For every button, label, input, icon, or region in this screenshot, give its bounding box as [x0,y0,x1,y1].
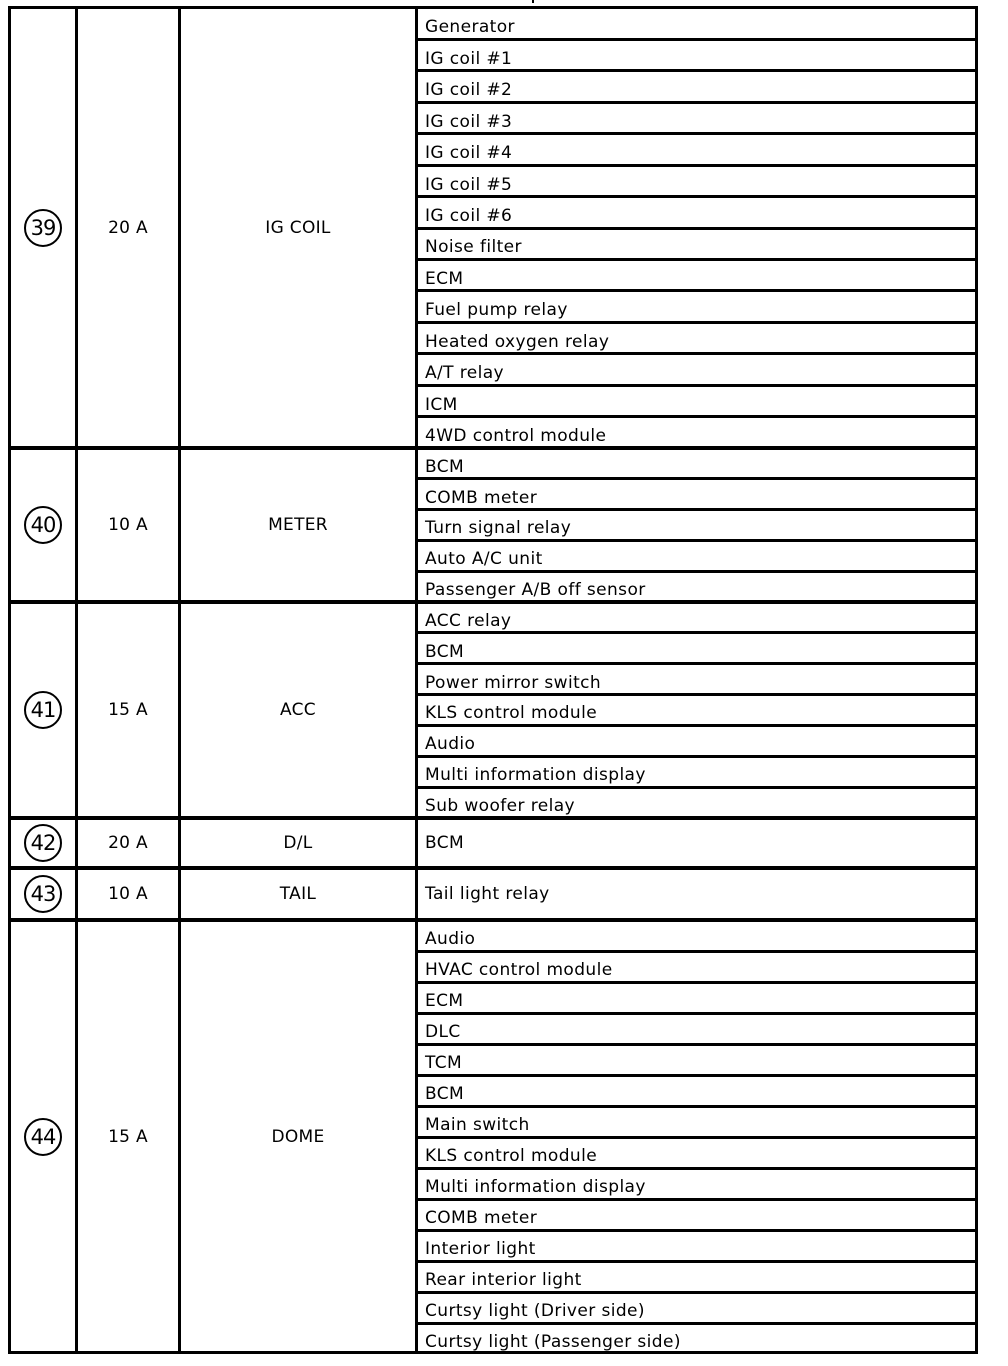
component-item: Passenger A/B off sensor [425,579,646,600]
component-item: IG coil #1 [425,48,513,69]
component-item: ECM [425,991,464,1011]
component-item: ICM [425,394,458,415]
fuse-number-badge: 39 [24,209,62,247]
component-divider [418,38,978,41]
component-divider [418,101,978,104]
component-divider [418,132,978,135]
component-item: Turn signal relay [425,518,572,539]
fuse-number-badge: 43 [24,875,62,913]
component-item: IG coil #2 [425,80,513,101]
component-divider [418,786,978,789]
fuse-name: DOME [271,1127,325,1147]
component-divider [418,539,978,542]
component-divider [418,1198,978,1201]
component-divider [418,662,978,665]
fuse-number-cell [11,818,75,868]
component-item: Fuel pump relay [425,300,568,321]
component-divider [418,724,978,727]
component-item: Curtsy light (Driver side) [425,1301,645,1321]
component-item: ECM [425,268,464,289]
component-item: Multi information display [425,1177,646,1197]
component-item: Heated oxygen relay [425,331,610,352]
component-divider [418,981,978,984]
component-divider [418,384,978,387]
component-item: Auto A/C unit [425,549,543,570]
component-item: Curtsy light (Passenger side) [425,1332,681,1352]
fuse-number-cell [11,602,75,818]
component-item: Sub woofer relay [425,795,575,816]
fuse-number-badge: 44 [24,1118,62,1156]
component-item: IG coil #3 [425,111,513,132]
component-item: BCM [425,456,465,477]
fuse-amperage: 10 A [108,884,148,904]
component-divider [418,321,978,324]
component-item: Generator [425,17,515,38]
component-item: Noise filter [425,237,522,258]
fuse-number-badge: 41 [24,691,62,729]
fuse-name: METER [268,515,328,535]
component-divider [418,289,978,292]
component-divider [418,1136,978,1139]
fuse-name: D/L [283,833,313,853]
component-divider [418,1291,978,1294]
component-divider [418,1105,978,1108]
component-divider [418,508,978,511]
component-divider [418,570,978,573]
component-item: IG coil #5 [425,174,513,195]
component-divider [418,415,978,418]
component-divider [418,755,978,758]
fuse-number-cell [11,920,75,1354]
fuse-name: TAIL [279,884,317,904]
fuse-name: IG COIL [265,218,331,238]
component-item: A/T relay [425,363,505,384]
component-divider [418,1322,978,1325]
component-item: Multi information display [425,765,646,786]
component-item: Tail light relay [425,884,550,904]
component-item: Audio [425,929,476,949]
fuse-amperage: 15 A [108,1127,148,1147]
fuse-amperage: 20 A [108,218,148,238]
component-divider [418,164,978,167]
component-item: DLC [425,1022,461,1042]
fuse-name: ACC [280,700,316,720]
component-item: KLS control module [425,703,598,724]
component-item: Power mirror switch [425,672,602,693]
component-divider [418,352,978,355]
fuse-number-cell [11,8,75,448]
component-item: Main switch [425,1115,530,1135]
component-item: BCM [425,833,465,853]
fuse-number-cell [11,868,75,920]
component-divider [418,1167,978,1170]
component-item: BCM [425,1084,465,1104]
component-divider [418,631,978,634]
fuse-number-badge: 40 [24,506,62,544]
component-item: COMB meter [425,487,538,508]
fuse-amperage: 15 A [108,700,148,720]
component-item: 4WD control module [425,425,607,446]
component-divider [418,1043,978,1046]
component-item: Interior light [425,1239,536,1259]
component-item: BCM [425,641,465,662]
component-divider [418,950,978,953]
fuse-amperage: 20 A [108,833,148,853]
component-divider [418,1260,978,1263]
fuse-number-cell [11,448,75,602]
fuse-number-badge: 42 [24,824,62,862]
component-divider [418,477,978,480]
component-divider [418,227,978,230]
component-item: HVAC control module [425,960,613,980]
component-divider [418,1012,978,1015]
component-item: IG coil #4 [425,143,513,164]
component-item: TCM [425,1053,463,1073]
component-item: KLS control module [425,1146,598,1166]
component-divider [418,195,978,198]
component-item: COMB meter [425,1208,538,1228]
component-item: IG coil #6 [425,205,513,226]
component-divider [418,258,978,261]
component-item: ACC relay [425,610,512,631]
component-divider [418,693,978,696]
component-divider [418,1229,978,1232]
component-divider [418,69,978,72]
component-divider [418,1074,978,1077]
component-item: Rear interior light [425,1270,582,1290]
component-item: Audio [425,734,476,755]
top-mark [532,0,534,3]
fuse-amperage: 10 A [108,515,148,535]
